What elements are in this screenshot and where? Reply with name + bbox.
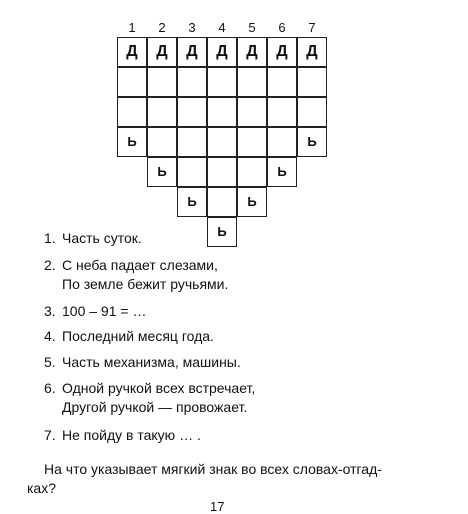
grid-cell [207,157,237,187]
clue-text: 100 – 91 = … [62,303,147,319]
clue-4 [44,327,214,346]
question-line-2: ках? [27,480,57,496]
grid-cell: Д [177,37,207,67]
column-number: 3 [188,20,196,35]
clue-number: 5. [44,354,56,370]
clue-6 [44,379,255,417]
grid-cell [147,127,177,157]
grid-cell [267,97,297,127]
column-number: 7 [308,20,316,35]
grid-cell [117,67,147,97]
grid-cell [297,67,327,97]
grid-cell [267,127,297,157]
column-number: 6 [278,20,286,35]
grid-cell: Ь [237,187,267,217]
clue-text: С неба падает слезами, [62,257,218,273]
grid-cell [177,127,207,157]
grid-cell [297,97,327,127]
grid-cell [207,97,237,127]
question-line-1: На что указывает мягкий знак во всех словах-отгад- [44,461,382,477]
grid-cell: Ь [267,157,297,187]
column-number: 2 [158,20,166,35]
grid-cell: Ь [147,157,177,187]
clue-text-line2: Другой ручкой — провожает. [62,399,248,415]
grid-cell [177,157,207,187]
grid-cell [117,97,147,127]
column-number: 1 [128,20,136,35]
grid-cell: Д [297,37,327,67]
clue-7 [44,426,201,445]
grid-cell [237,67,267,97]
grid-cell [207,127,237,157]
grid-cell [147,67,177,97]
clue-text-line2: По земле бежит ручьями. [62,276,229,292]
grid-cell [147,97,177,127]
clue-number: 1. [44,230,56,246]
grid-cell: Ь [177,187,207,217]
grid-cell [267,67,297,97]
clue-1 [44,229,142,248]
column-number: 4 [218,20,226,35]
grid-cell: Ь [117,127,147,157]
grid-cell [237,157,267,187]
grid-cell [207,67,237,97]
clue-number: 6. [44,380,56,396]
clue-number: 2. [44,257,56,273]
clue-3 [44,302,146,321]
clue-text: Не пойду в такую … . [62,427,201,443]
grid-cell: Д [117,37,147,67]
grid-cell: Д [207,37,237,67]
grid-cell [207,187,237,217]
clue-2 [44,256,228,294]
clue-text: Последний месяц года. [62,328,214,344]
clue-number: 4. [44,328,56,344]
grid-cell: Д [237,37,267,67]
clue-number: 3. [44,303,56,319]
page-number: 17 [210,499,225,514]
grid-cell: Ь [207,217,237,247]
grid-cell [237,97,267,127]
grid-cell: Ь [297,127,327,157]
column-number: 5 [248,20,256,35]
grid-cell [177,97,207,127]
clue-text: Одной ручкой всех встречает, [62,380,256,396]
grid-cell: Д [267,37,297,67]
grid-cell [237,127,267,157]
clue-text: Часть механизма, машины. [62,354,241,370]
grid-cell: Д [147,37,177,67]
clue-5 [44,353,241,372]
grid-cell [177,67,207,97]
clue-text: Часть суток. [62,230,142,246]
clue-number: 7. [44,427,56,443]
